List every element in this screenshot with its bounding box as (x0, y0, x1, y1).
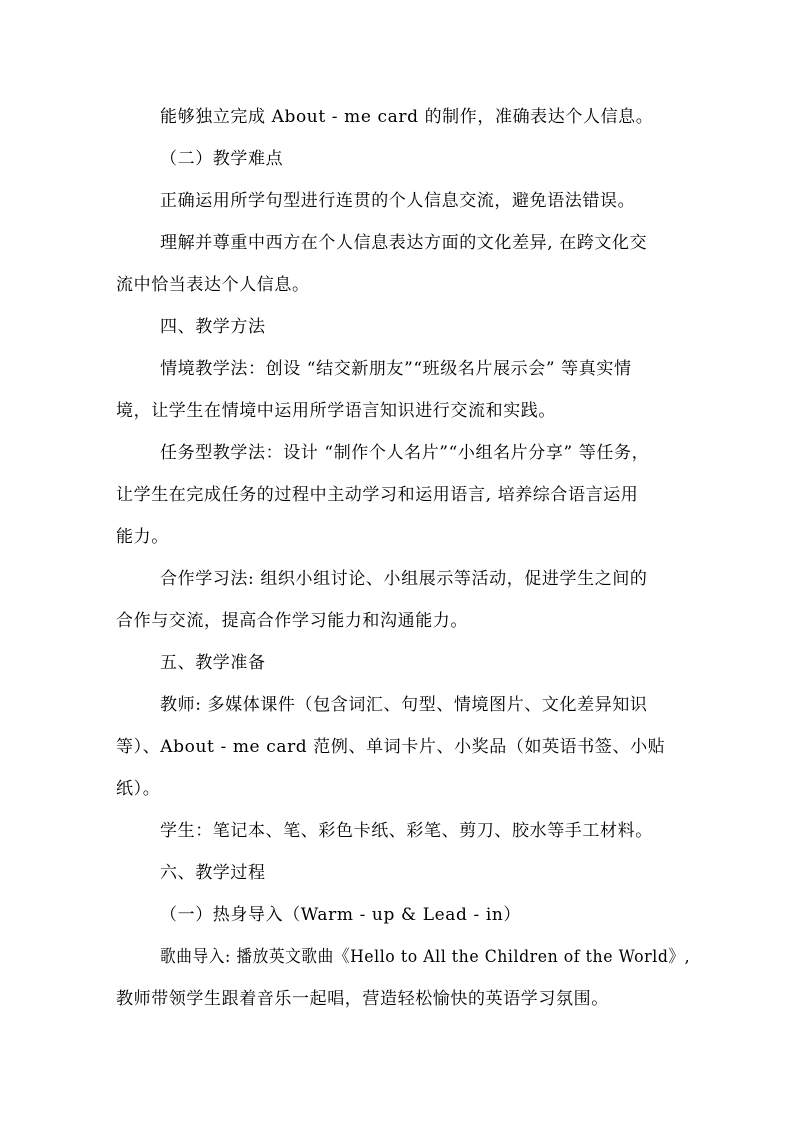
section-heading: 六、教学过程 (160, 863, 266, 883)
paragraph-line: 教师: 多媒体课件（包含词汇、句型、情境图片、文化差异知识 (160, 695, 648, 715)
paragraph-line: 合作与交流，提高合作学习能力和沟通能力。 (116, 611, 468, 631)
paragraph-line: 情境教学法：创设 “结交新朋友”“班级名片展示会” 等真实情 (160, 359, 632, 379)
section-heading: （二）教学难点 (160, 149, 284, 169)
paragraph-line: 歌曲导入: 播放英文歌曲《Hello to All the Children of the World》, (160, 947, 691, 967)
paragraph-line: 境，让学生在情境中运用所学语言知识进行交流和实践。 (116, 401, 556, 421)
paragraph-line: 理解并尊重中西方在个人信息表达方面的文化差异, 在跨文化交 (160, 233, 648, 253)
section-heading: 五、教学准备 (160, 653, 266, 673)
paragraph-line: 纸）。 (116, 779, 161, 799)
paragraph-line: 合作学习法: 组织小组讨论、小组展示等活动，促进学生之间的 (160, 569, 648, 589)
paragraph-line: 正确运用所学句型进行连贯的个人信息交流，避免语法错误。 (160, 191, 636, 211)
subsection-heading: （一）热身导入（Warm - up & Lead - in） (160, 905, 522, 925)
section-heading: 四、教学方法 (160, 317, 266, 337)
paragraph-line: 流中恰当表达个人信息。 (116, 275, 310, 295)
paragraph-line: 能力。 (116, 527, 169, 547)
paragraph-line: 任务型教学法：设计 “制作个人名片”“小组名片分享” 等任务， (160, 443, 650, 463)
paragraph-line: 让学生在完成任务的过程中主动学习和运用语言, 培养综合语言运用 (116, 485, 639, 505)
paragraph-line: 教师带领学生跟着音乐一起唱，营造轻松愉快的英语学习氛围。 (116, 989, 609, 1009)
paragraph-line: 等）、About - me card 范例、单词卡片、小奖品（如英语书签、小贴 (116, 737, 666, 757)
paragraph-line: 能够独立完成 About - me card 的制作，准确表达个人信息。 (160, 107, 654, 127)
paragraph-line: 学生：笔记本、笔、彩色卡纸、彩笔、剪刀、胶水等手工材料。 (160, 821, 653, 841)
